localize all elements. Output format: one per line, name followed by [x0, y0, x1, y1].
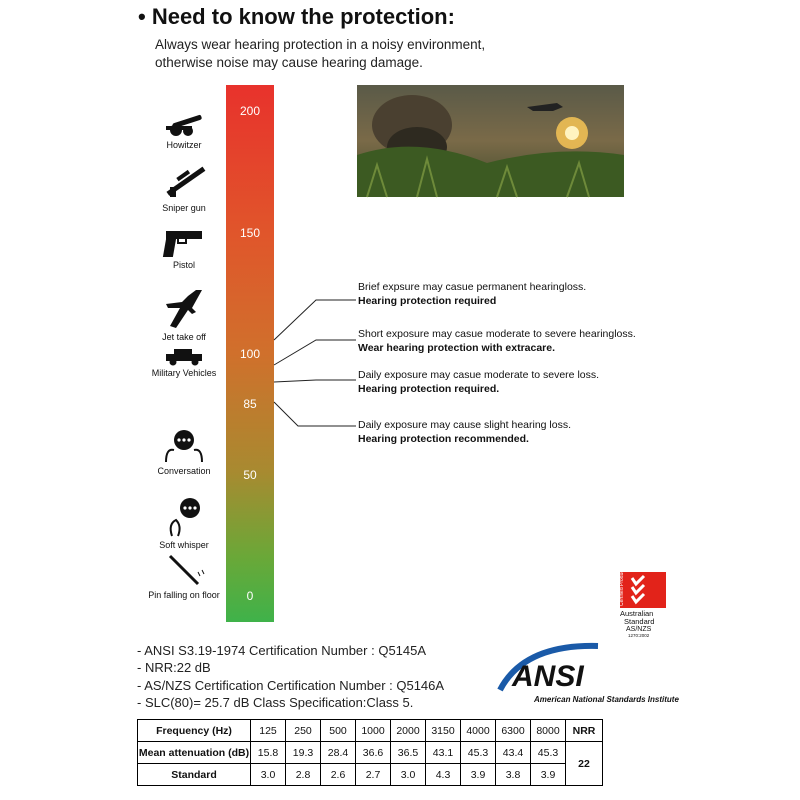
source-military-vehicles	[139, 348, 229, 378]
table-cell: 45.3	[461, 742, 496, 764]
table-cell: 45.3	[531, 742, 566, 764]
scale-tick-200: 200	[239, 104, 261, 118]
table-cell: 28.4	[321, 742, 356, 764]
soldier-photo	[357, 85, 624, 197]
table-cell: 2.8	[286, 764, 321, 786]
table-header: 6300	[496, 720, 531, 742]
connector-line-2	[274, 340, 356, 365]
table-header: 500	[321, 720, 356, 742]
annotation-text: Short exposure may casue moderate to severe hearingloss.	[358, 328, 636, 340]
annotation-3	[358, 368, 599, 396]
table-header: 250	[286, 720, 321, 742]
jet-icon	[162, 288, 206, 330]
table-cell: 36.6	[356, 742, 391, 764]
aus-logo-ribbon: Certified Product	[619, 568, 625, 606]
australian-standard-logo	[619, 568, 670, 638]
table-cell: 2.7	[356, 764, 391, 786]
annotation-text: Daily exposure may casue moderate to severe loss.	[358, 369, 600, 381]
intro-line-1: Always wear hearing protection in a noisy environment,	[155, 37, 486, 52]
source-conversation	[139, 428, 229, 476]
decibel-scale-bar	[226, 85, 274, 622]
annotation-connectors	[270, 290, 360, 440]
spec-asnzs: - AS/NZS Certification Certification Number : Q5146A	[137, 678, 445, 693]
spec-nrr: - NRR:22 dB	[137, 660, 211, 675]
annotation-advice: Hearing protection required	[358, 295, 497, 307]
table-cell: 3.0	[391, 764, 426, 786]
source-label: Howitzer	[166, 140, 202, 150]
scale-tick-150: 150	[239, 226, 261, 240]
ansi-logo-text: ANSI	[512, 660, 584, 693]
connector-line-3	[274, 380, 356, 382]
source-pin	[139, 552, 229, 600]
source-soft-whisper	[139, 496, 229, 550]
row-label: Standard	[138, 764, 251, 786]
row-label: Mean attenuation (dB)	[138, 742, 251, 764]
nrr-value: 22	[566, 742, 603, 786]
table-cell: 43.1	[426, 742, 461, 764]
table-cell: 3.8	[496, 764, 531, 786]
table-header-frequency: Frequency (Hz)	[138, 720, 251, 742]
table-header: 8000	[531, 720, 566, 742]
aus-logo-line1: Australian	[620, 609, 654, 618]
table-row-standard	[138, 764, 603, 786]
annotation-2	[358, 327, 636, 355]
table-cell: 15.8	[251, 742, 286, 764]
annotation-advice: Hearing protection required.	[358, 383, 500, 395]
source-sniper	[139, 163, 229, 213]
table-header-nrr: NRR	[566, 720, 603, 742]
source-label: Jet take off	[162, 332, 206, 342]
table-header: 2000	[391, 720, 426, 742]
table-cell: 19.3	[286, 742, 321, 764]
aus-logo-line3: AS/NZS	[626, 626, 652, 633]
table-cell: 2.6	[321, 764, 356, 786]
source-label: Military Vehicles	[151, 368, 217, 378]
source-jet	[139, 288, 229, 342]
ansi-logo	[494, 640, 679, 706]
source-howitzer	[139, 110, 229, 150]
aus-logo-line2: Standard	[624, 617, 655, 626]
table-header: 4000	[461, 720, 496, 742]
table-header-row	[138, 720, 603, 742]
spec-slc: - SLC(80)= 25.7 dB Class Specification:Class 5.	[137, 695, 414, 710]
table-header: 125	[251, 720, 286, 742]
annotation-text: Daily exposure may cause slight hearing loss.	[358, 419, 572, 431]
annotation-advice: Wear hearing protection with extracare.	[358, 342, 556, 354]
pin-icon	[162, 552, 206, 588]
table-cell: 43.4	[496, 742, 531, 764]
title-text: Need to know the protection:	[151, 4, 455, 29]
pistol-icon	[162, 228, 206, 258]
sniper-gun-icon	[162, 163, 206, 201]
howitzer-icon	[162, 110, 206, 138]
attenuation-table	[137, 719, 603, 786]
scale-tick-100: 100	[239, 347, 261, 361]
annotation-1	[358, 280, 586, 308]
connector-line-1	[274, 300, 356, 340]
table-cell: 3.0	[251, 764, 286, 786]
table-cell: 4.3	[426, 764, 461, 786]
connector-line-4	[274, 402, 356, 426]
table-header: 3150	[426, 720, 461, 742]
source-label: Sniper gun	[162, 203, 206, 213]
source-label: Pin falling on floor	[148, 590, 220, 600]
scale-tick-85: 85	[243, 397, 257, 411]
whisper-icon	[162, 496, 206, 538]
table-cell: 3.9	[531, 764, 566, 786]
source-pistol	[139, 228, 229, 270]
aus-logo-line4: 1270:2002	[628, 633, 650, 638]
annotation-text: Brief expsure may casue permanent hearingloss.	[358, 281, 587, 293]
scale-tick-0: 0	[246, 589, 254, 603]
source-label: Pistol	[172, 260, 195, 270]
annotation-advice: Hearing protection recommended.	[358, 433, 529, 445]
table-row-mean	[138, 742, 603, 764]
table-cell: 36.5	[391, 742, 426, 764]
spec-ansi: - ANSI S3.19-1974 Certification Number : Q5145A	[137, 643, 427, 658]
table-header: 1000	[356, 720, 391, 742]
table-cell: 3.9	[461, 764, 496, 786]
scale-tick-50: 50	[243, 468, 257, 482]
ansi-logo-sub: American National Standards Institute	[534, 695, 679, 704]
conversation-icon	[162, 428, 206, 464]
page-title: • Need to know the protection:	[138, 4, 455, 29]
source-label: Soft whisper	[159, 540, 209, 550]
source-label: Conversation	[157, 466, 211, 476]
annotation-4	[358, 418, 571, 446]
military-vehicle-icon	[162, 348, 206, 366]
intro-line-2: otherwise noise may cause hearing damage.	[155, 55, 423, 70]
